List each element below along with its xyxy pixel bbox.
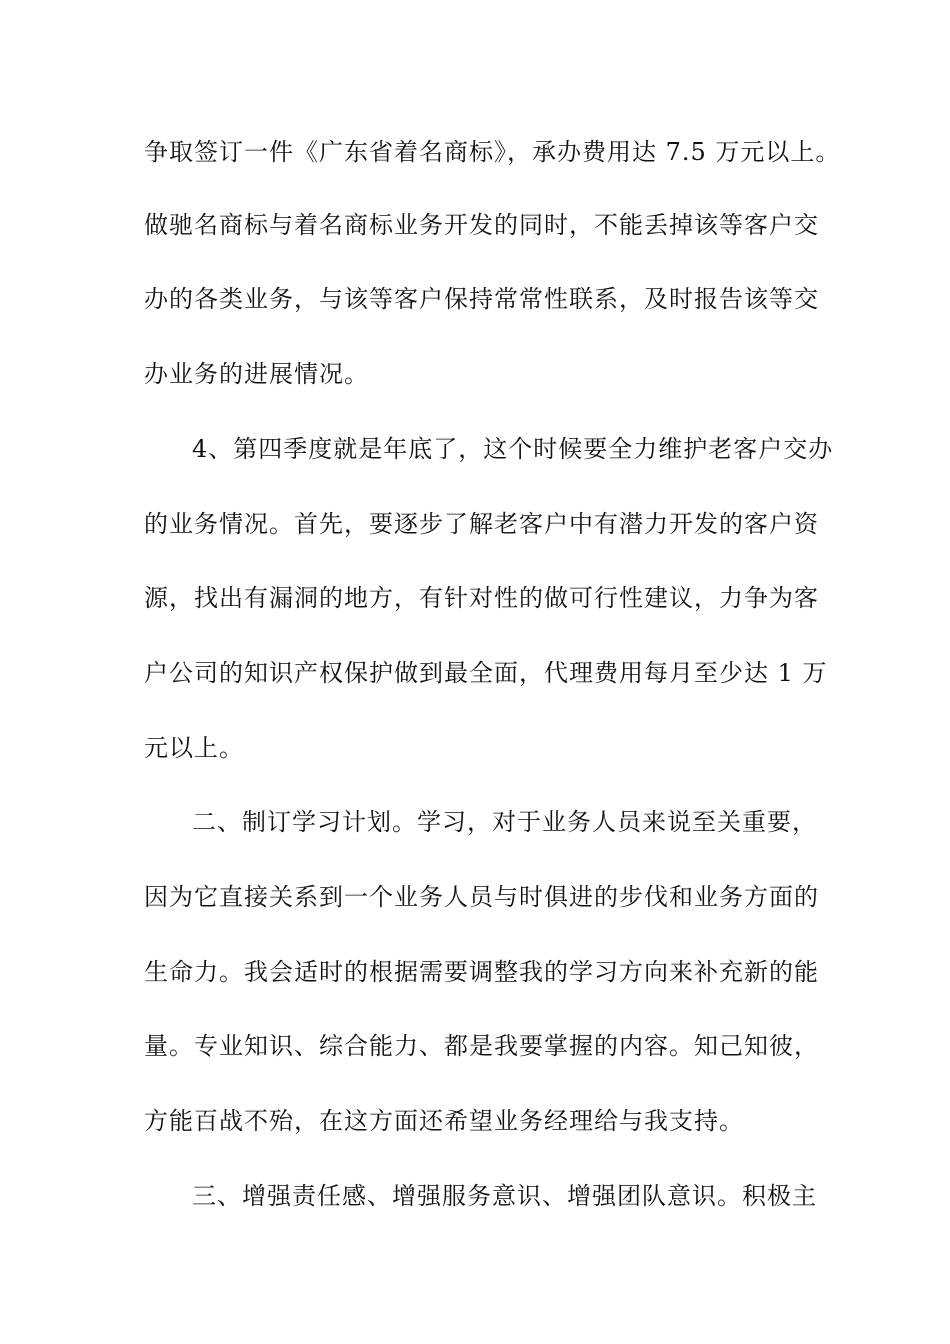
text-line: 因为它直接关系到一个业务人员与时俱进的步伐和业务方面的: [144, 883, 819, 911]
text-line: 争取签订一件《广东省着名商标》，承办费用达 7.5 万元以上。: [144, 138, 841, 166]
text-line: 方能百战不殆，在这方面还希望业务经理给与我支持。: [144, 1107, 744, 1135]
text-line: 户公司的知识产权保护做到最全面，代理费用每月至少达 1 万: [144, 659, 828, 687]
text-line: 做驰名商标与着名商标业务开发的同时，不能丢掉该等客户交: [144, 211, 819, 239]
text-line: 量。专业知识、综合能力、都是我要掌握的内容。知己知彼，: [144, 1032, 819, 1060]
paragraph-start-line: 二、制订学习计划。学习，对于业务人员来说至关重要，: [192, 808, 817, 836]
text-line: 办业务的进展情况。: [144, 360, 369, 388]
text-line: 元以上。: [144, 734, 244, 762]
paragraph-start-line: 三、增强责任感、增强服务意识、增强团队意识。积极主: [192, 1182, 817, 1210]
text-line: 的业务情况。首先，要逐步了解老客户中有潜力开发的客户资: [144, 510, 819, 538]
paragraph-start-line: 4、第四季度就是年底了，这个时候要全力维护老客户交办: [192, 435, 834, 463]
text-line: 源，找出有漏洞的地方，有针对性的做可行性建议，力争为客: [144, 584, 819, 612]
text-line: 办的各类业务，与该等客户保持常常性联系，及时报告该等交: [144, 285, 819, 313]
text-line: 生命力。我会适时的根据需要调整我的学习方向来补充新的能: [144, 958, 819, 986]
